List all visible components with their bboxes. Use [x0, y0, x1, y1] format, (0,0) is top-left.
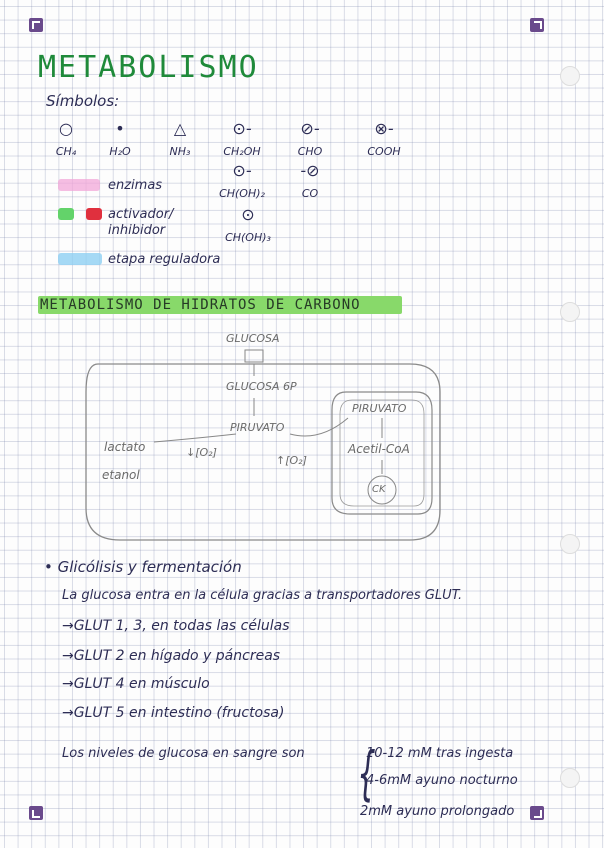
symbol-label: H₂O — [109, 145, 131, 158]
symbol-label: CH(OH)₂ — [219, 187, 265, 200]
circle-two-dot-icon: ⊙- — [232, 161, 252, 180]
body-line-2: →GLUT 1, 3, en todas las células — [62, 618, 290, 634]
diagram-high-o2: ↑[O₂] — [276, 454, 307, 467]
circle-icon: ○ — [59, 119, 73, 138]
arrow-piruvato-lactato — [154, 434, 236, 442]
circle-cross-icon: ⊗- — [374, 119, 394, 138]
symbols-heading: Símbolos: — [46, 92, 120, 110]
diagram-low-o2: ↓[O₂] — [186, 446, 217, 459]
glucose-level-3: 2mM ayuno prolongado — [360, 804, 515, 819]
diagram-ck: CK — [372, 484, 386, 495]
glut-transporter — [245, 350, 263, 362]
diagram-lactato: lactato — [104, 440, 146, 454]
glucose-levels-intro: Los niveles de glucosa en sangre son — [62, 746, 305, 761]
circle-three-dot-icon: ⊙ — [241, 205, 255, 224]
body-line-1: La glucosa entra en la célula gracias a transportadores GLUT. — [62, 588, 463, 603]
symbol-label: NH₃ — [169, 145, 191, 158]
body-line-4: →GLUT 4 en músculo — [62, 676, 210, 692]
page-title: METABOLISMO — [38, 50, 259, 85]
dot-icon: • — [115, 119, 125, 138]
symbol-label: CH₂OH — [223, 145, 261, 158]
circle-dot-icon: ⊙- — [232, 119, 252, 138]
body-line-3: →GLUT 2 en hígado y páncreas — [62, 648, 281, 664]
diagram-etanol: etanol — [102, 468, 140, 482]
symbol-label: COOH — [367, 145, 401, 158]
diagram-glucosa: GLUCOSA — [226, 332, 280, 345]
slash-circle-icon: -⊘ — [300, 161, 320, 180]
glucose-level-2: 4-6mM ayuno nocturno — [366, 773, 518, 788]
glucose-level-1: 10-12 mM tras ingesta — [366, 746, 514, 761]
subsection-title: • Glicólisis y fermentación — [44, 558, 242, 576]
diagram-acetil-coa: Acetil-CoA — [348, 442, 410, 456]
arrow-piruvato-mito — [290, 418, 348, 436]
body-line-5: →GLUT 5 en intestino (fructosa) — [62, 705, 285, 721]
triangle-icon: △ — [173, 119, 187, 138]
symbol-label: CH₄ — [55, 145, 77, 158]
symbol-label: CH(OH)₃ — [225, 231, 271, 244]
diagram-piruvato: PIRUVATO — [230, 421, 285, 434]
diagram-glucosa-6p: GLUCOSA 6P — [226, 380, 297, 393]
legend-label-activador: activador/ inhibidor — [108, 207, 174, 238]
symbol-label: CO — [301, 187, 319, 200]
legend-label-etapa: etapa reguladora — [108, 252, 221, 267]
symbol-label: CHO — [297, 145, 323, 158]
diagram-piruvato-mito: PIRUVATO — [352, 402, 407, 415]
circle-slash-icon: ⊘- — [300, 119, 320, 138]
brace: { — [357, 739, 376, 807]
section-title: METABOLISMO DE HIDRATOS DE CARBONO — [38, 296, 402, 314]
legend-label-enzimas: enzimas — [108, 178, 163, 193]
